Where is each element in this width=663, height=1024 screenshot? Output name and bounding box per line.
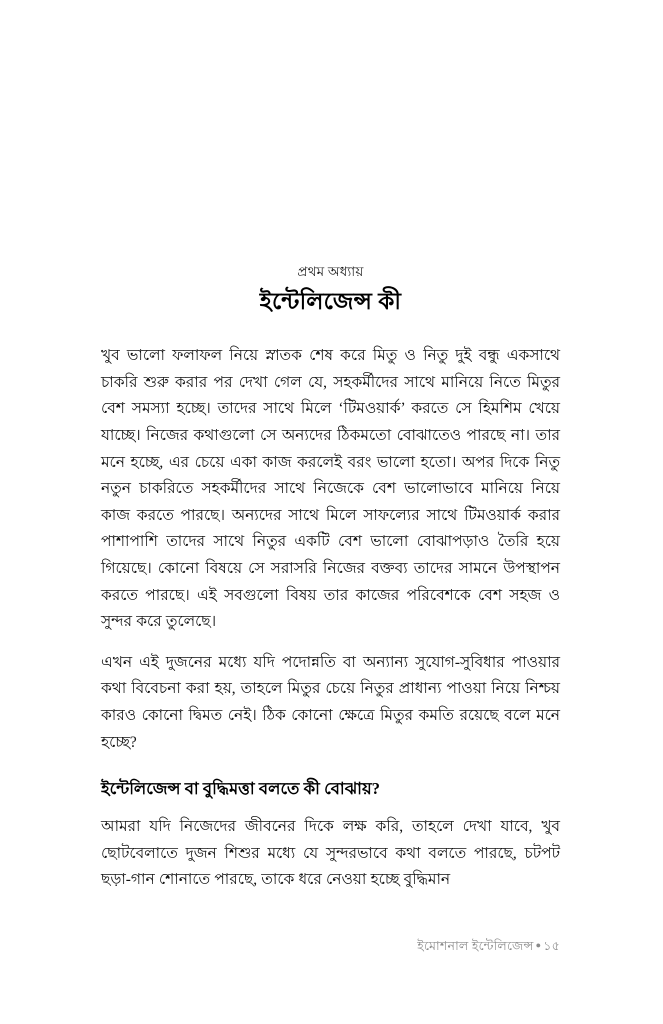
footer-separator-dot-icon: ● xyxy=(535,940,542,950)
body-paragraph: এখন এই দুজনের মধ্যে যদি পদোন্নতি বা অন্যান্য সুযোগ-সুবিধার পাওয়ার কথা বিবেচনা করা হয়, তাহলে মিতুর চেয়ে নিতুর প্রাধান্য পাওয়া নিয়ে নিশ্চয় কারও কোনো দ্বিমত নেই। ঠিক কোনো ক্ষেত্রে মিতুর কমতি রয়েছে বলে মনে হচ্ছে? xyxy=(101,653,560,751)
chapter-title: ইন্টেলিজেন্স কী xyxy=(259,289,402,315)
footer-book-title: ইমোশনাল ইন্টেলিজেন্স xyxy=(417,939,534,953)
chapter-label: প্রথম অধ্যায় xyxy=(297,264,364,279)
footer-page-number: ১৫ xyxy=(543,939,560,953)
running-footer xyxy=(101,938,560,956)
page-text-block xyxy=(101,262,560,894)
section-subheading: ইন্টেলিজেন্স বা বুদ্ধিমত্তা বলতে কী বোঝায়? xyxy=(101,779,381,799)
body-paragraph: খুব ভালো ফলাফল নিয়ে স্নাতক শেষ করে মিতু ও নিতু দুই বন্ধু একসাথে চাকরি শুরু করার পর দেখা গেল যে, সহকর্মীদের সাথে মানিয়ে নিতে মিতুর বেশ সমস্যা হচ্ছে। তাদের সাথে মিলে ‘টিমওয়ার্ক’ করতে সে হিমশিম খেয়ে যাচ্ছে। নিজের কথাগুলো সে অন্যদের ঠিকমতো বোঝাতেও পারছে না। তার মনে হচ্ছে, এর চেয়ে একা কাজ করলেই বরং ভালো হতো। অপর দিকে নিতু নতুন চাকরিতে সহকর্মীদের সাথে নিজেকে বেশ ভালোভাবে মানিয়ে নিয়ে কাজ করতে পারছে। অন্যদের সাথে মিলে সাফল্যের সাথে টিমওয়ার্ক করার পাশাপাশি তাদের সাথে নিতুর একটি বেশ ভালো বোঝাপড়াও তৈরি হয়ে গিয়েছে। কোনো বিষয়ে সে সরাসরি নিজের বক্তব্য তাদের সামনে উপস্থাপন করতে পারছে। এই সবগুলো বিষয় তার কাজের পরিবেশকে বেশ সহজ ও সুন্দর করে তুলেছে। xyxy=(101,347,560,631)
body-paragraph: আমরা যদি নিজেদের জীবনের দিকে লক্ষ করি, তাহলে দেখা যাবে, খুব ছোটবেলাতে দুজন শিশুর মধ্যে যে সুন্দরভাবে কথা বলতে পারছে, চটপট ছড়া-গান শোনাতে পারছে, তাকে ধরে নেওয়া হচ্ছে বুদ্ধিমান xyxy=(101,818,560,889)
